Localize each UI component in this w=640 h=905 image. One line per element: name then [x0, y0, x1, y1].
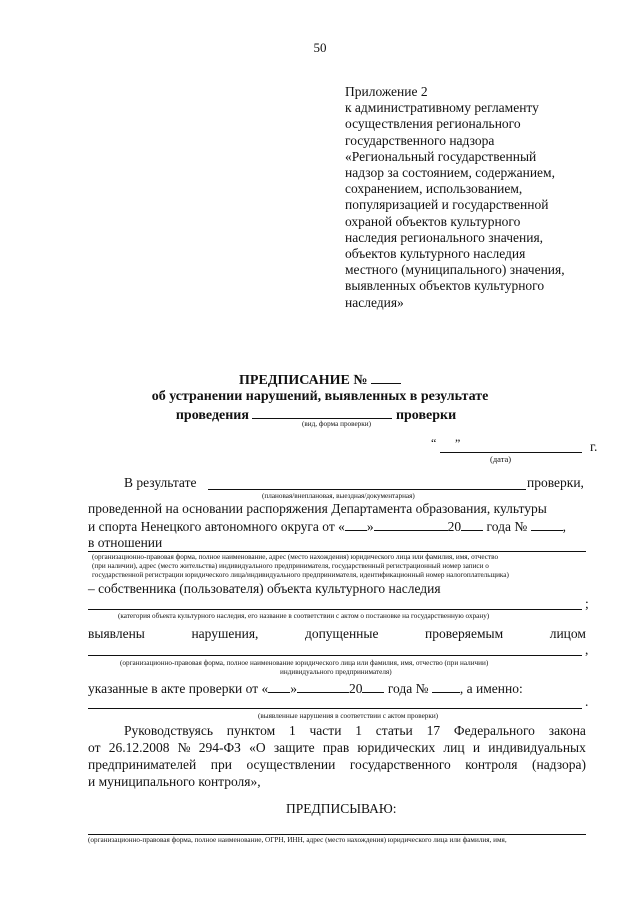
law-line-4: и муниципального контроля», [88, 774, 261, 789]
law-word: 294-ФЗ [198, 740, 241, 755]
result-prefix: В результате [124, 475, 197, 490]
order-day-blank [345, 518, 367, 531]
law-word: Руководствуясь [124, 723, 213, 738]
hint-category: (категория объекта культурного наследия, его название в соответствии с актом о постановке на государственную охрану) [118, 612, 490, 620]
order-line-2: и спорта Ненецкого автономного округа от « » 20 года № , [88, 519, 566, 534]
act-day-blank [268, 680, 290, 693]
law-line-1 [124, 723, 586, 739]
law-word: 1 [288, 723, 296, 738]
law-word: Федерального [453, 723, 535, 738]
annex-line: осуществления регионального [345, 116, 521, 132]
law-word: пунктом [226, 723, 276, 738]
regarding-label: в отношении [88, 535, 163, 550]
annex-line: сохранением, использованием, [345, 181, 523, 197]
revealed-word: выявлены [88, 626, 145, 641]
law-word: статьи [375, 723, 413, 738]
law-word: индивидуальных [488, 740, 586, 755]
document-title [0, 371, 640, 389]
page-number: 50 [313, 40, 327, 55]
person-comma: , [585, 642, 589, 657]
law-word: контроля [465, 757, 518, 772]
act-month-blank [297, 680, 349, 693]
law-word: при [210, 757, 232, 772]
person-line [88, 655, 582, 656]
order-line-1: проведенной на основании распоряжения Департамента образования, культуры [88, 501, 547, 516]
revealed-word: проверяемым [425, 626, 504, 641]
annex-line: государственного надзора [345, 132, 495, 148]
order-number-blank [531, 518, 563, 531]
revealed-line [88, 626, 586, 642]
law-word: 26.12.2008 [108, 740, 170, 755]
order-month-blank [374, 518, 448, 531]
prescribe-heading: ПРЕДПИСЫВАЮ: [286, 801, 397, 816]
law-line-3 [88, 757, 586, 773]
revealed-word: допущенные [304, 626, 379, 641]
annex-line: «Региональный государственный [345, 148, 537, 164]
category-semicolon: ; [585, 596, 589, 611]
annex-line: охраной объектов культурного [345, 213, 521, 229]
result-suffix: проверки, [527, 475, 584, 490]
law-word: и [472, 740, 481, 755]
check-type-blank [252, 406, 392, 419]
number-blank [371, 371, 401, 384]
hint-person-2: индивидуального предпринимателя) [280, 668, 392, 676]
law-word: юридических [357, 740, 436, 755]
date-open-quote: “ [431, 436, 437, 450]
violations-line [88, 708, 582, 709]
annex-line: наследия регионального значения, [345, 229, 544, 245]
law-line-2 [88, 740, 586, 756]
annex-line: к административному регламенту [345, 100, 539, 116]
annex-line: объектов культурного наследия [345, 246, 526, 262]
hint-org-1: (организационно-правовая форма, полное наименование, адрес (место нахождения) юридического лица или фамилия, имя, отчество [92, 553, 499, 561]
owner-label: – собственника (пользователя) объекта культурного наследия [88, 581, 441, 596]
act-year-blank [362, 680, 384, 693]
law-word: предпринимателей [88, 757, 197, 772]
law-word: прав [322, 740, 350, 755]
date-line [440, 452, 582, 453]
date-year-mark: г. [590, 439, 598, 454]
title-subtitle: об устранении нарушений, выявленных в результате [151, 389, 489, 404]
annex-line: выявленных объектов культурного [345, 278, 545, 294]
hint-person-1: (организационно-правовая форма, полное наименование юридического лица или фамилия, имя, отчество (при наличии) [120, 659, 489, 667]
hint-check-kind: (плановая/внеплановая, выездная/документарная) [262, 492, 415, 500]
law-word: от [88, 740, 101, 755]
act-number-blank [432, 680, 460, 693]
act-line: указанные в акте проверки от « » 20 года № , а именно: [88, 681, 523, 696]
title-check-left: проведения [175, 408, 249, 423]
annex-line: Приложение 2 [345, 84, 428, 99]
order-year-blank [461, 518, 483, 531]
law-word: 17 [426, 723, 441, 738]
law-word: части [309, 723, 342, 738]
annex-line: местного (муниципального) значения, [345, 262, 565, 278]
result-line [208, 489, 526, 490]
hint-org-3: государственной регистрации юридического лица/индивидуального предпринимателя, идентификационный номер налогоплательщика) [92, 571, 509, 579]
hint-date: (дата) [490, 454, 512, 464]
law-word: осуществлении [246, 757, 336, 772]
law-word: (надзора) [531, 757, 586, 772]
law-word: защите [273, 740, 315, 755]
category-line [88, 609, 582, 610]
revealed-word: нарушения, [191, 626, 259, 641]
date-close-quote: ” [455, 436, 461, 450]
hint-check-type: (вид, форма проверки) [302, 420, 372, 428]
title-check-right: проверки [395, 408, 457, 423]
law-word: государственного [349, 757, 451, 772]
law-word: лиц [443, 740, 465, 755]
annex-block [345, 84, 595, 311]
regarding-line [88, 551, 586, 552]
annex-line: надзор за состоянием, содержанием, [345, 165, 555, 181]
law-word: «О [249, 740, 266, 755]
hint-org-2: (при наличии), адрес (место жительства) индивидуального предпринимателя, государственный регистрационный номер записи о [92, 562, 489, 570]
law-word: № [177, 740, 191, 755]
title-main: ПРЕДПИСАНИЕ № [239, 373, 368, 388]
violations-period: . [585, 694, 589, 709]
prescribe-line [88, 834, 586, 835]
law-word: 1 [355, 723, 362, 738]
annex-line: наследия» [345, 294, 404, 310]
hint-bottom: (организационно-правовая форма, полное наименование, ОГРН, ИНН, адрес (место нахождения) юридического лица или фамилия, имя, [88, 836, 507, 844]
hint-violations: (выявленные нарушения в соответствии с актом проверки) [258, 712, 439, 720]
revealed-word: лицом [549, 626, 586, 641]
annex-line: популяризацией и государственной [345, 197, 549, 213]
law-word: закона [548, 723, 586, 738]
